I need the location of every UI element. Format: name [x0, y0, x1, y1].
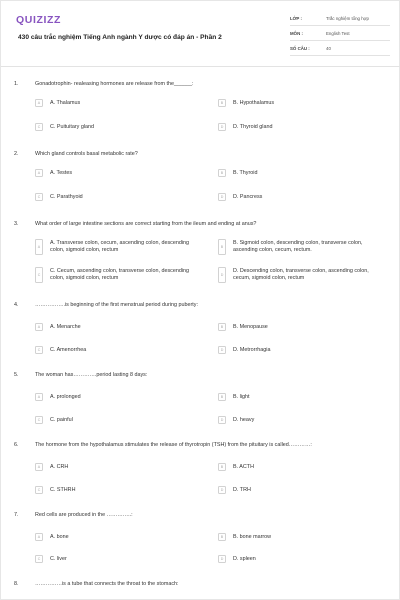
question-number: 5. — [14, 372, 19, 378]
option-letter-box: B — [218, 463, 226, 471]
option-text: B. ACTH — [233, 463, 254, 470]
question-number: 8. — [14, 581, 19, 587]
option-text: D. TRH — [233, 486, 251, 493]
option-text: A. Testes — [50, 169, 73, 176]
option-letter-box: D — [218, 267, 226, 283]
question-text: The hormone from the hypothalamus stimulates the release of thyrotropin (TSH) from the pituitary is called…………: — [35, 442, 312, 448]
meta-value: English Test — [326, 31, 350, 36]
question-number: 3. — [14, 221, 19, 227]
option-letter-box: A — [35, 463, 43, 471]
option-letter-box: C — [35, 193, 43, 201]
question-number: 4. — [14, 302, 19, 308]
option-letter-box: D — [218, 123, 226, 131]
question-number: 7. — [14, 512, 19, 518]
option-text: C. Parathyoid — [50, 193, 83, 200]
question-number: 2. — [14, 151, 19, 157]
option-text: A. Thalamus — [50, 99, 81, 106]
question-text: The woman has………….period lasting 8 days: — [35, 372, 148, 378]
option-text: D. Metrorrhagia — [233, 346, 271, 353]
option-letter-box: B — [218, 99, 226, 107]
question-text: Red cells are produced in the …………..: — [35, 512, 133, 518]
option-letter-box: B — [218, 239, 226, 255]
option-text: B. Sigmoid colon, descending colon, transverse colon, ascending colon, cecum, rectum. — [233, 239, 363, 253]
option-text: B. light — [233, 393, 250, 400]
option-letter-box: A — [35, 239, 43, 255]
option-text: B. Menopause — [233, 323, 268, 330]
meta-key: SỐ CÂU : — [290, 46, 310, 51]
option-letter-box: C — [35, 416, 43, 424]
option-letter-box: B — [218, 533, 226, 541]
option-text: D. spleen — [233, 555, 256, 562]
option-letter-box: D — [218, 486, 226, 494]
meta-row-count — [290, 43, 390, 56]
option-text: A. prolonged — [50, 393, 81, 400]
option-letter-box: A — [35, 99, 43, 107]
meta-value: Trắc nghiệm tổng hợp — [326, 16, 369, 21]
option-letter-box: C — [35, 486, 43, 494]
option-text: A. CRH — [50, 463, 69, 470]
option-letter-box: A — [35, 393, 43, 401]
option-letter-box: A — [35, 533, 43, 541]
option-letter-box: D — [218, 416, 226, 424]
option-text: C. painful — [50, 416, 73, 423]
question-text: ……………..is beginning of the first menstrual period during puberty: — [35, 302, 198, 308]
option-text: A. Menarche — [50, 323, 81, 330]
option-text: C. Cecum, ascending colon, transverse colon, descending colon, sigmoid colon, rectum — [50, 267, 190, 281]
question-text: Gonadotrophin- realeasing hormones are release from the______: — [35, 81, 194, 87]
option-letter-box: D — [218, 555, 226, 563]
option-letter-box: A — [35, 169, 43, 177]
option-text: C. STHRH — [50, 486, 76, 493]
option-text: B. Hypothalamus — [233, 99, 275, 106]
meta-key: MÔN : — [290, 31, 303, 36]
option-letter-box: C — [35, 267, 43, 283]
option-text: C. Amenorrhea — [50, 346, 87, 353]
option-text: D. heavy — [233, 416, 255, 423]
option-letter-box: A — [35, 323, 43, 331]
option-text: C. liver — [50, 555, 67, 562]
question-text: Which gland controls basal metabolic rate? — [35, 151, 138, 157]
option-letter-box: C — [35, 555, 43, 563]
quiz-header — [1, 1, 400, 67]
option-text: A. Transverse colon, cecum, ascending colon, descending colon, sigmoid colon, rectum — [50, 239, 190, 253]
question-number: 1. — [14, 81, 19, 87]
option-text: B. Thyroid — [233, 169, 258, 176]
option-letter-box: C — [35, 346, 43, 354]
quizizz-logo: QUIZIZZ — [16, 14, 62, 26]
option-letter-box: D — [218, 346, 226, 354]
meta-value: 40 — [326, 46, 331, 51]
question-number: 6. — [14, 442, 19, 448]
question-text: ……………is a tube that connects the throat to the stomach: — [35, 581, 179, 587]
option-text: D. Thyroid gland — [233, 123, 273, 130]
meta-row-subject — [290, 28, 390, 41]
option-letter-box: D — [218, 193, 226, 201]
question-text: What order of large intestine sections are correct starting from the ileum and ending at anus? — [35, 221, 257, 227]
option-letter-box: B — [218, 323, 226, 331]
meta-row-class — [290, 13, 390, 26]
option-letter-box: B — [218, 393, 226, 401]
option-text: D. Descending colon, transverse colon, ascending colon, cecum, sigmoid colon, rectum — [233, 267, 369, 281]
meta-key: LỚP : — [290, 16, 302, 21]
option-letter-box: B — [218, 169, 226, 177]
option-text: B. bone marrow — [233, 533, 272, 540]
option-text: A. bone — [50, 533, 69, 540]
option-text: C. Puituitary gland — [50, 123, 95, 130]
option-text: D. Pancress — [233, 193, 263, 200]
page-title: 430 câu trắc nghiệm Tiếng Anh ngành Y dược có đáp án - Phần 2 — [18, 34, 222, 41]
option-letter-box: C — [35, 123, 43, 131]
